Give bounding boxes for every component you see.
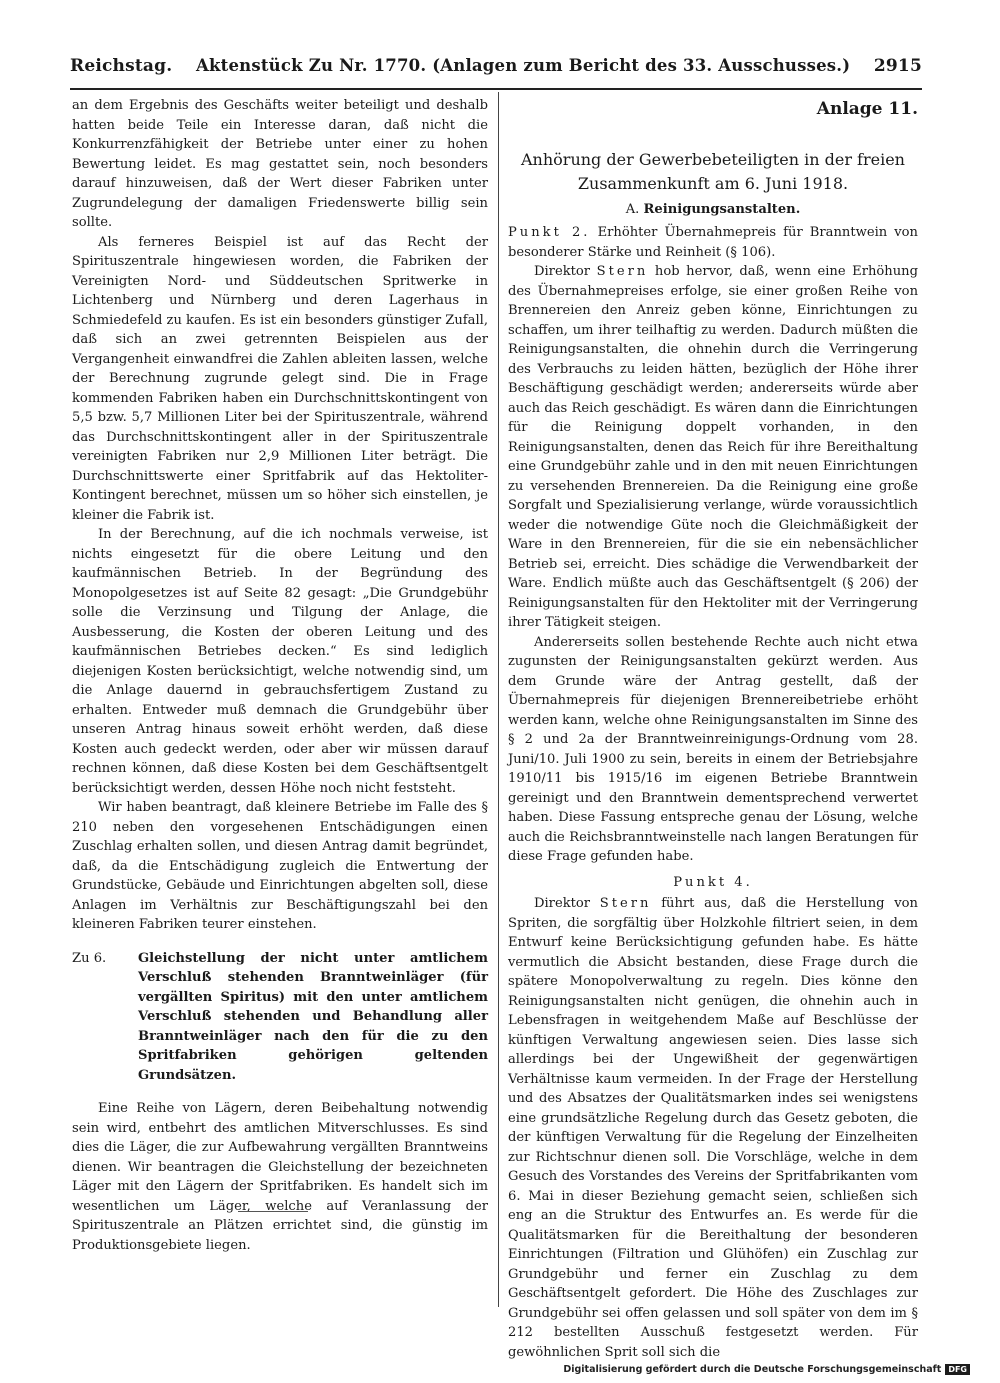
right-column — [508, 96, 918, 1362]
subsection-heading — [508, 200, 918, 220]
running-header — [70, 56, 922, 90]
left-closing-paragraph: Eine Reihe von Lägern, deren Beibehaltung notwendig sein wird, entbehrt des amtlichen Mitverschlusses. Es sind dies die Läger, die zur Aufbewahrung vergällten Branntweins dienen. Wir beantragen die Gleichstellung der bezeichneten Läger mit den Lägern der Spritfabriken. Es handelt sich im wesentlichen um Läger, welche auf Veranlassung der Spirituszentrale an Plätzen errichtet sind, die günstig im Produktionsgebiete liegen. — [72, 1101, 488, 1253]
punkt-2-paragraph-1 — [508, 262, 918, 633]
left-column — [72, 96, 488, 1255]
item-text: Gleichstellung der nicht unter amtlichem Verschluß stehenden Branntweinläger (für vergällten Spiritus) mit den unter amtlichem Verschluß stehenden und Behandlung aller Branntweinläger nach den für die zu den Spritfabriken gehörigen geltenden Grundsätzen. — [138, 950, 488, 1083]
punkt-2-paragraph-2: Andererseits sollen bestehende Rechte auch nicht etwa zugunsten der Reinigungsanstalten gekürzt werden. Aus dem Grunde wäre der Antrag gestellt, daß der Übernahmepreis für diejenigen Brennereibetriebe erhöht werden kann, welche ohne Reinigungsanstalten im Sinne des § 2 und 2a der Branntweinreinigungs-Ordnung vom 28. Juni/10. Juli 1900 zu sein, bereits in einem der Betriebsjahre 1910/11 bis 1915/16 im eigenen Betriebe Branntwein gereinigt und den Branntwein dementsprechend verwertet haben. Diese Fassung entspreche genau der Lösung, welche auch die Reichsbranntweinstelle nach langen Beratungen für diese Frage gefunden habe. — [508, 634, 918, 864]
punkt-2-title: Erhöhter Übernahmepreis für Branntwein von besonderer Stärke und Reinheit (§ 106). — [508, 225, 918, 260]
punkt-2-label: Punkt 2. — [508, 225, 591, 240]
anlage-label: Anlage 11. — [816, 99, 918, 119]
header-left: Reichstag. — [70, 56, 173, 76]
item-number: Zu 6. — [72, 950, 107, 966]
section-title: Reinigungsanstalten. — [643, 201, 801, 217]
dfg-logo-icon: DFG — [945, 1364, 970, 1375]
item-zu-6 — [72, 949, 488, 1086]
header-center: Aktenstück Zu Nr. 1770. (Anlagen zum Bericht des 33. Ausschusses.) — [196, 56, 851, 75]
left-paragraph-1: an dem Ergebnis des Geschäfts weiter beteiligt und deshalb hatten beide Teile ein Interesse daran, daß nicht die Konkurrenzfähigkeit der Betriebe unter einer zu hohen Bewertung leidet. Es mag gestattet sein, noch besonders darauf hinzuweisen, daß der Wert dieser Fabriken unter Zugrundelegung der damaligen Friedenswerte billig sein sollte. — [72, 98, 488, 230]
left-paragraph-2: Als ferneres Beispiel ist auf das Recht der Spirituszentrale hingewiesen worden, die Fabriken der Vereinigten Nord- und Süddeutschen Spritwerke in Lichtenberg und Nürnberg und deren Lagerhaus in Schmiedefeld zu kaufen. Es ist ein besonders günstiger Zufall, daß sich an zwei getrennten Beispielen aus der Vergangenheit einwandfrei die Zahlen ableiten lassen, welche der Berechnung zugrunde gelegt sind. Die in Frage kommenden Fabriken haben ein Durchschnittskontingent von 5,5 bzw. 5,7 Millionen Liter bei der Spirituszentrale, während das Durchschnittskontingent aller in der Spirituszentrale vereinigten Fabriken nur 2,9 Millionen Liter beträgt. Die Durchschnittswerte einer Spritfabrik auf das Hektoliter-Kontingent berechnet, müssen um so höher sich einstellen, je kleiner die Fabrik ist. — [72, 234, 488, 523]
punkt-4-text: führt aus, daß die Herstellung von Spriten, die sorgfältig über Holzkohle filtriert seien, in dem Entwurf keine Berücksichtigung gefunden habe. Es hätte vermutlich die Absicht bestanden, diese Frage durch die spätere Monopolverwaltung zu regeln. Dies könne den Reinigungsanstalten nicht genügen, die ohnehin auch in Lebensfragen in weitgehendem Maße auf Beschlüsse der künftigen Verwaltung angewiesen seien. Dies lasse sich allerdings bei der Ungewißheit der gegenwärtigen Verhältnisse kaum vermeiden. In der Frage der Herstellung und des Absatzes der Qualitätsmarken indes sei wenigstens eine grundsätzliche Regelung durch das Gesetz geboten, die der künftigen Verwaltung für die Regelung der Einzelheiten zur Richtschnur dienen soll. Die Vorschläge, welche in dem Gesuch des Vorstandes des Vereins der Spritfabrikanten vom 6. Mai in dieser Beziehung gemacht seien, schließen sich eng an die Struktur des Entwurfes an. Es werde für die Qualitätsmarken für die Bereithaltung der besonderen Einrichtungen (Filtration und Glühöfen) ein Zuschlag zur Grundgebühr und ferner ein Zuschlag zu dem Geschäftsentgelt gefordert. Die Höhe des Zuschlages zur Grundgebühr sei offen gelassen und soll später von dem im § 212 bestellten Ausschuß festgesetzt werden. Für gewöhnlichen Sprit soll sich die — [508, 896, 918, 1360]
punkt-2-text-1: hob hervor, daß, wenn eine Erhöhung des Übernahmepreises erfolge, sie einer großen Reihe von Brennereien den Anreiz geben könne, Einrichtungen zu schaffen, um ihrer teilhaftig zu werden. Dadurch müßten die Reinigungsanstalten, die ohnehin durch die Verringerung des Verbrauchs zu leiden hätten, bezüglich der Höhe ihrer Beschäftigung geschädigt werden; andererseits würde aber auch das Reich geschädigt. Es wären dann die Einrichtungen für die Reinigung doppelt vorhanden, in den Reinigungsanstalten, denen das Reich für ihre Bereithaltung eine Grundgebühr zahle und in den mit neuen Einrichtungen zu versehenden Brennereien. Da die Reinigung eine große Sorgfalt und Spezialisierung verlange, würde voraussichtlich weder die notwendige Güte noch die Gleichmäßigkeit der Ware in den Brennereien, für die sie ein nebensächlicher Betrieb sei, erreicht. Dies schädige die Verwendbarkeit der Ware. Endlich müßte auch das Geschäftsentgelt (§ 206) der Reinigungsanstalten für den Hektoliter mit der Verringerung ihrer Tätigkeit steigen. — [508, 264, 918, 630]
page-number: 2915 — [873, 56, 922, 76]
footer-text: Digitalisierung gefördert durch die Deutsche Forschungsgemeinschaft — [563, 1364, 942, 1375]
header-rule — [70, 88, 922, 90]
speaker-name: Stern — [599, 896, 652, 911]
section-heading: Anhörung der Gewerbebeteiligten in der freien Zusammenkunft am 6. Juni 1918. — [521, 149, 905, 193]
speaker-title: Direktor — [534, 264, 591, 279]
speaker-title: Direktor — [534, 896, 591, 911]
digitization-footer — [563, 1364, 970, 1375]
punkt-4-paragraph — [508, 894, 918, 1362]
speaker-name: Stern — [596, 264, 649, 279]
punkt-4-heading: Punkt 4. — [673, 874, 753, 890]
left-paragraph-3: In der Berechnung, auf die ich nochmals verweise, ist nichts eingesetzt für die obere Leitung und den kaufmännischen Betrieb. In der Begründung des Monopolgesetzes ist auf Seite 82 gesagt: „Die Grundgebühr solle die Verzinsung und Tilgung der Anlage, die Ausbesserung, die Kosten der oberen Leitung und des kaufmännischen Betriebes decken.“ Es sind lediglich diejenigen Kosten berücksichtigt, welche notwendig sind, um die Anlage dauernd in gebrauchsfertigem Zustand zu erhalten. Entweder muß demnach die Grundgebühr über unseren Antrag hinaus soweit erhöht werden, daß diese Kosten auch gedeckt werden, oder aber wir müssen darauf rechnen können, daß diese Kosten bei dem Geschäftsentgelt berücksichtigt werden, dessen Höhe noch nicht feststeht. — [72, 527, 488, 796]
left-paragraph-4: Wir haben beantragt, daß kleinere Betriebe im Falle des § 210 neben den vorgesehenen Entschädigungen einen Zuschlag erhalten sollen, und diesen Antrag damit begründet, daß, da die Entschädigung zugleich die Entwertung der Grundstücke, Gebäude und Einrichtungen abgelten soll, diese Anlagen im Verhältnis zur Beschäftigungszahl bei den kleineren Fabriken teurer einstehen. — [72, 800, 488, 932]
column-divider — [498, 92, 499, 1307]
section-letter: A. — [625, 201, 640, 217]
punkt-2-title-line — [508, 223, 918, 262]
end-rule — [238, 1211, 308, 1212]
